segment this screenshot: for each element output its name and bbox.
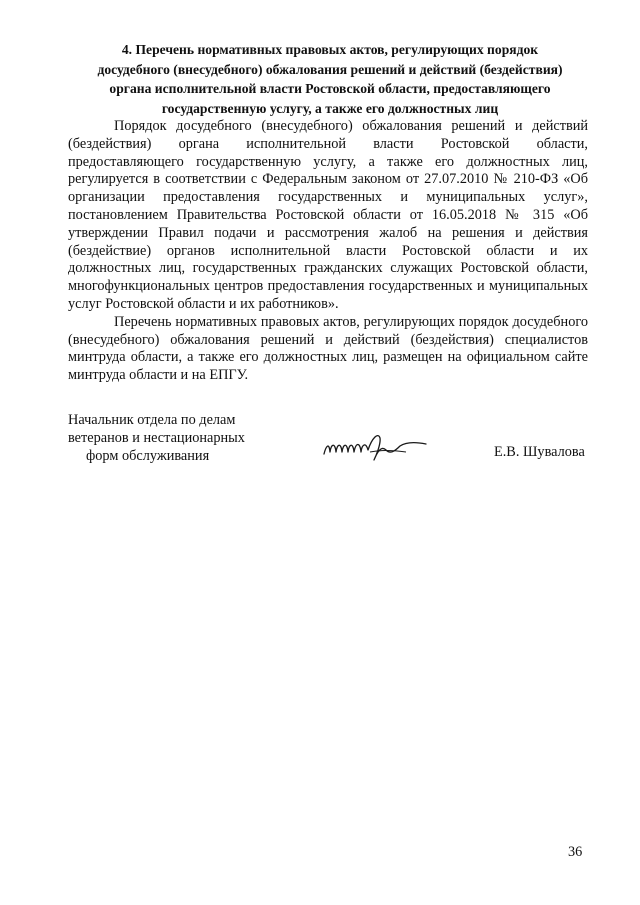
page-number: 36 [568, 844, 583, 860]
signatory-title-line: ветеранов и нестационарных [68, 429, 245, 446]
heading-line: досудебного (внесудебного) обжалования решений и действий (бездействия) [97, 61, 563, 77]
handwritten-signature [320, 428, 430, 469]
signatory-title-line: Начальник отдела по делам [68, 412, 236, 428]
signatory-name: Е.В. Шувалова [494, 444, 585, 460]
signature-icon [320, 428, 430, 464]
signatory-title [68, 412, 268, 465]
signatory-title-line: форм обслуживания [86, 447, 210, 464]
heading-line: 4. Перечень нормативных правовых актов, регулирующих порядок [121, 42, 539, 57]
heading-line: государственную услугу, а также его должностных лиц [161, 100, 499, 116]
paragraph: Перечень нормативных правовых актов, регулирующих порядок досудебного (внесудебного) обжалования решений и действий (бездействия) специалистов минтруда области, а также его должностных лиц, размещен на официальном сайте минтруда области и на ЕПГУ. [68, 313, 588, 384]
document-body [68, 118, 588, 385]
section-heading [60, 40, 600, 118]
paragraph: Порядок досудебного (внесудебного) обжалования решений и действий (бездействия) органа исполнительной власти Ростовской области, предоставляющего государственную услугу, а также его должностных лиц, регулируется в соответствии с Федеральным законом от 27.07.2010 № 210-ФЗ «Об организации предоставления государственных и муниципальных услуг», постановлением Правительства Ростовской области от 16.05.2018 № 315 «Об утверждении Правил подачи и рассмотрения жалоб на решения и действия (бездействие) органов исполнительной власти Ростовской области и их должностных лиц, государственных гражданских служащих Ростовской области, многофункциональных центров предоставления государственных и муниципальных услуг Ростовской области и их работников». [68, 118, 588, 312]
heading-line: органа исполнительной власти Ростовской области, предоставляющего [109, 81, 551, 96]
